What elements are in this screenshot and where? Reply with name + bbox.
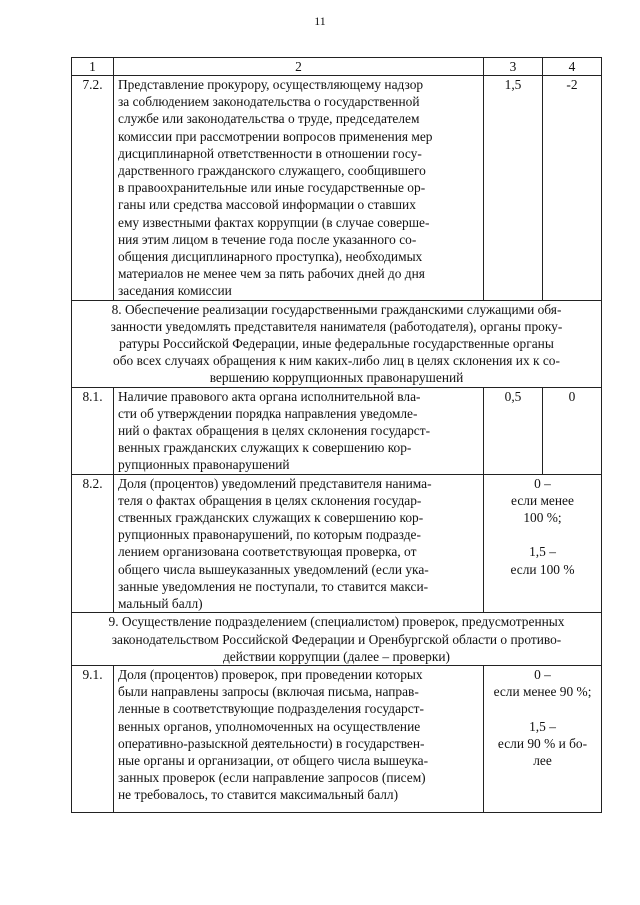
text-line: ственных гражданских служащих к совершению кор- xyxy=(118,510,424,526)
text-line: лением организована соответствующая проверка, от xyxy=(118,544,417,560)
text-line: ему известными фактах коррупции (в случае соверше- xyxy=(118,214,430,230)
text-line: не требовалось, то ставится максимальный балл) xyxy=(118,787,399,803)
row-number: 8.2. xyxy=(72,474,114,613)
text-line: комиссии при рассмотрении вопросов применения мер xyxy=(118,128,433,144)
row-description xyxy=(114,387,484,474)
page-number: 11 xyxy=(314,14,326,28)
row-description xyxy=(114,76,484,301)
text-line: занных проверок (если направление запросов (писем) xyxy=(118,770,426,786)
text-line: рупционных правонарушений, по которым подразде- xyxy=(118,527,421,543)
header-col-4: 4 xyxy=(543,58,602,76)
text-line: 8. Обеспечение реализации государственными гражданскими служащими обя- xyxy=(111,301,562,317)
row-description xyxy=(114,665,484,812)
text-line: за соблюдением законодательства о государственной xyxy=(118,94,420,110)
text-line: теля о фактах обращения в целях склонения государ- xyxy=(118,492,422,508)
text-line: 9. Осуществление подразделением (специалистом) проверок, предусмотренных xyxy=(108,614,565,630)
text-line: действии коррупции (далее – проверки) xyxy=(222,648,451,664)
score-text: если менее 90 %; xyxy=(493,684,592,700)
spacer xyxy=(488,526,597,543)
text-line: оперативно-разыскной деятельности) в государствен- xyxy=(118,735,425,751)
table-row-7-2 xyxy=(72,76,602,301)
text-line: ные органы и организации, от общего числа вышеука- xyxy=(118,752,429,768)
text-line: обо всех случаях обращения к ним каких-либо лиц в целях склонения их к со- xyxy=(113,353,560,369)
text-line: законодательством Российской Федерации и Оренбургской области о противо- xyxy=(111,631,562,647)
text-line: ганы или средства массовой информации о ставших xyxy=(118,197,416,213)
text-line: Доля (процентов) проверок, при проведении которых xyxy=(118,666,423,682)
table-row-8-1 xyxy=(72,387,602,474)
header-col-1: 1 xyxy=(72,58,114,76)
text-line: ленные в соответствующие подразделения государст- xyxy=(118,701,424,717)
text-line: венных гражданских служащих к совершению кор- xyxy=(118,440,412,456)
text-line: общения дисциплинарного проступка), необходимых xyxy=(118,249,423,265)
row-number: 8.1. xyxy=(72,387,114,474)
text-line: материалов не менее чем за пять рабочих дней до дня xyxy=(118,266,425,282)
text-line: ний о фактах обращения в целях склонения государст- xyxy=(118,423,431,439)
table-header-row xyxy=(72,58,602,76)
score-text: 1,5 – xyxy=(529,544,556,560)
score-col-4: -2 xyxy=(543,76,602,301)
row-number: 7.2. xyxy=(72,76,114,301)
section-heading xyxy=(72,613,602,666)
text-line: вершению коррупционных правонарушений xyxy=(209,370,464,386)
section-heading xyxy=(72,300,602,387)
score-text: 0 – xyxy=(534,666,551,682)
text-line: дарственного гражданского служащего, сообщившего xyxy=(118,163,426,179)
score-text: лее xyxy=(533,752,552,768)
text-line: были направлены запросы (включая письма, направ- xyxy=(118,684,419,700)
text-line: рупционных правонарушений xyxy=(118,457,290,473)
section-row-9 xyxy=(72,613,602,666)
text-line: общего числа вышеуказанных уведомлений (если ука- xyxy=(118,561,429,577)
score-cell xyxy=(484,665,602,812)
text-line: Представление прокурору, осуществляющему надзор xyxy=(118,77,424,92)
text-line: ратуры Российской Федерации, иные федеральные государственные органы xyxy=(119,336,554,352)
score-text: 1,5 – xyxy=(529,718,556,734)
text-line: занные уведомления не поступали, то ставится макси- xyxy=(118,578,429,594)
spacer xyxy=(488,700,597,717)
text-line: службе или законодательства о труде, председателем xyxy=(118,111,420,127)
text-line: Доля (процентов) уведомлений представителя нанима- xyxy=(118,475,432,491)
header-col-2: 2 xyxy=(114,58,484,76)
score-text: 0 – xyxy=(534,475,551,491)
text-line: мальный балл) xyxy=(118,596,203,612)
score-text: если 100 % xyxy=(510,561,575,577)
text-line: в правоохранительные или иные государственные ор- xyxy=(118,180,426,196)
text-line: заседания комиссии xyxy=(118,283,232,299)
row-description xyxy=(114,474,484,613)
header-col-3: 3 xyxy=(484,58,543,76)
score-col-3: 0,5 xyxy=(484,387,543,474)
text-line: венных органов, уполномоченных на осуществление xyxy=(118,718,421,734)
table-row-8-2 xyxy=(72,474,602,613)
score-col-4: 0 xyxy=(543,387,602,474)
score-text: если менее xyxy=(511,492,574,508)
score-text: 100 %; xyxy=(523,510,562,526)
score-text: если 90 % и бо- xyxy=(497,735,588,751)
text-line: дисциплинарной ответственности в отношении госу- xyxy=(118,145,422,161)
text-line: занности уведомлять представителя нанимателя (работодателя), органы проку- xyxy=(110,318,563,334)
table-row-9-1 xyxy=(72,665,602,812)
text-line: Наличие правового акта органа исполнительной вла- xyxy=(118,388,421,404)
score-cell xyxy=(484,474,602,613)
score-col-3: 1,5 xyxy=(484,76,543,301)
text-line: ния этим лицом в течение года после указанного со- xyxy=(118,231,417,247)
row-number: 9.1. xyxy=(72,665,114,812)
text-line: сти об утверждении порядка направления уведомле- xyxy=(118,405,418,421)
criteria-table xyxy=(71,57,602,813)
section-row-8 xyxy=(72,300,602,387)
